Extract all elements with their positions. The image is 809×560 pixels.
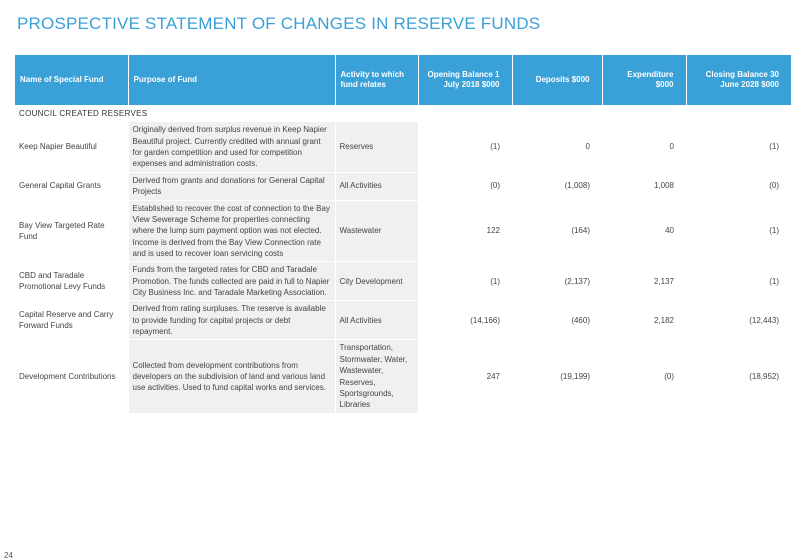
activity-cell: All Activities — [335, 301, 418, 340]
reserve-funds-table — [15, 55, 791, 414]
opening-balance-cell: (0) — [418, 172, 512, 200]
expenditure-cell: 2,182 — [602, 301, 686, 340]
closing-balance-cell: (1) — [686, 262, 791, 301]
opening-balance-cell: (14,166) — [418, 301, 512, 340]
purpose-cell: Derived from rating surpluses. The reserve is available to provide funding for capital projects or debt repayment. — [128, 301, 335, 340]
closing-balance-cell: (12,443) — [686, 301, 791, 340]
expenditure-cell: 40 — [602, 200, 686, 262]
section-label: COUNCIL CREATED RESERVES — [15, 105, 791, 122]
expenditure-cell: 2,137 — [602, 262, 686, 301]
activity-cell: All Activities — [335, 172, 418, 200]
header-expenditure: Expenditure $000 — [602, 55, 686, 105]
opening-balance-cell: 122 — [418, 200, 512, 262]
table-row — [15, 340, 791, 413]
expenditure-cell: 0 — [602, 122, 686, 172]
activity-cell: Reserves — [335, 122, 418, 172]
deposits-cell: (1,008) — [512, 172, 602, 200]
purpose-cell: Funds from the targeted rates for CBD and Taradale Promotion. The funds collected are paid in full to Napier City Business Inc. and Taradale Marketing Association. — [128, 262, 335, 301]
activity-cell: City Development — [335, 262, 418, 301]
fund-name-cell: General Capital Grants — [15, 172, 128, 200]
table-row — [15, 262, 791, 301]
purpose-cell: Established to recover the cost of connection to the Bay View Sewerage Scheme for properties connecting where the lump sum payment option was not elected. Income is derived from the Bay View Connection rate and is used to recover loan servicing costs — [128, 200, 335, 262]
fund-name-cell: Keep Napier Beautiful — [15, 122, 128, 172]
section-row — [15, 105, 791, 122]
header-closing-balance: Closing Balance 30 June 2028 $000 — [686, 55, 791, 105]
opening-balance-cell: 247 — [418, 340, 512, 413]
deposits-cell: (164) — [512, 200, 602, 262]
closing-balance-cell: (1) — [686, 122, 791, 172]
fund-name-cell: CBD and Taradale Promotional Levy Funds — [15, 262, 128, 301]
purpose-cell: Originally derived from surplus revenue in Keep Napier Beautiful project. Currently credited with annual grant for garden competition and used for competition expenses and administration costs. — [128, 122, 335, 172]
activity-cell: Transportation, Stormwater, Water, Wastewater, Reserves, Sportsgrounds, Libraries — [335, 340, 418, 413]
header-fund-name: Name of Special Fund — [15, 55, 128, 105]
page-number: 24 — [4, 551, 13, 560]
table-row — [15, 200, 791, 262]
deposits-cell: (2,137) — [512, 262, 602, 301]
opening-balance-cell: (1) — [418, 262, 512, 301]
header-activity: Activity to which fund relates — [335, 55, 418, 105]
closing-balance-cell: (1) — [686, 200, 791, 262]
deposits-cell: (19,199) — [512, 340, 602, 413]
table-row — [15, 122, 791, 172]
closing-balance-cell: (18,952) — [686, 340, 791, 413]
expenditure-cell: (0) — [602, 340, 686, 413]
fund-name-cell: Capital Reserve and Carry Forward Funds — [15, 301, 128, 340]
purpose-cell: Derived from grants and donations for General Capital Projects — [128, 172, 335, 200]
deposits-cell: (460) — [512, 301, 602, 340]
closing-balance-cell: (0) — [686, 172, 791, 200]
header-deposits: Deposits $000 — [512, 55, 602, 105]
purpose-cell: Collected from development contributions from developers on the subdivision of land and various land use activities. Used to fund capital works and services. — [128, 340, 335, 413]
opening-balance-cell: (1) — [418, 122, 512, 172]
fund-name-cell: Bay View Targeted Rate Fund — [15, 200, 128, 262]
table-row — [15, 301, 791, 340]
activity-cell: Wastewater — [335, 200, 418, 262]
table-header-row — [15, 55, 791, 105]
header-opening-balance: Opening Balance 1 July 2018 $000 — [418, 55, 512, 105]
deposits-cell: 0 — [512, 122, 602, 172]
expenditure-cell: 1,008 — [602, 172, 686, 200]
table-row — [15, 172, 791, 200]
header-purpose: Purpose of Fund — [128, 55, 335, 105]
fund-name-cell: Development Contributions — [15, 340, 128, 413]
page-title: PROSPECTIVE STATEMENT OF CHANGES IN RESERVE FUNDS — [17, 14, 541, 33]
